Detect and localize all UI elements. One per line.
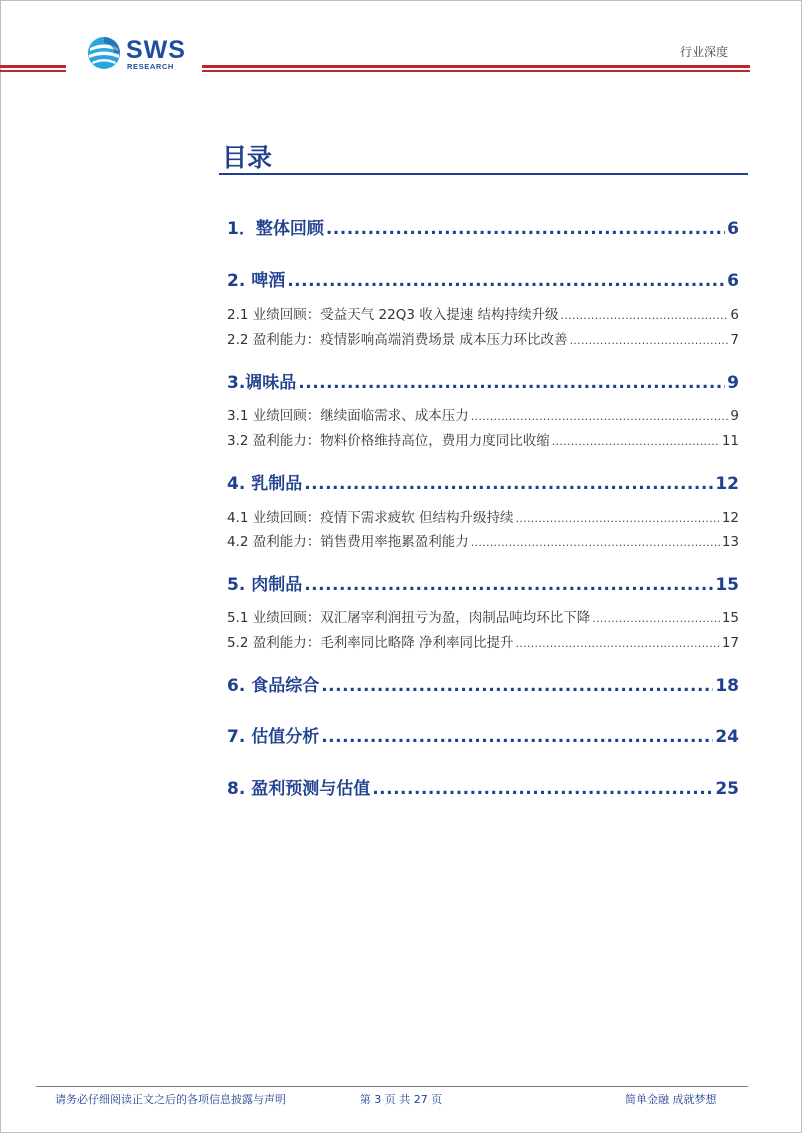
toc-entry-text: 6. 食品综合 (227, 676, 320, 696)
toc-entry-text: 3.2 盈利能力：物料价格维持高位，费用力度同比收缩 (227, 433, 550, 449)
header-rule-right (202, 65, 750, 72)
toc-leader (326, 219, 725, 239)
title-underline (219, 173, 748, 175)
toc-entry-page: 13 (721, 534, 739, 550)
toc-entry-6[interactable] (227, 671, 739, 696)
toc-entry-text: 3.调味品 (227, 373, 297, 393)
toc-leader (592, 610, 720, 626)
toc-leader (372, 779, 713, 799)
footer-disclaimer: 请务必仔细阅读正文之后的各项信息披露与声明 (55, 1093, 286, 1106)
toc-entry-page: 9 (730, 408, 739, 424)
toc-entry-3[interactable] (227, 368, 739, 393)
toc-entry-text: 1．整体回顾 (227, 219, 324, 239)
toc-entry-5-1[interactable] (227, 606, 739, 626)
toc-entry-page: 7 (730, 332, 739, 348)
toc-entry-1[interactable] (227, 214, 739, 239)
toc-leader (298, 373, 725, 393)
toc-entry-page: 6 (727, 271, 739, 291)
toc-leader (304, 474, 713, 494)
toc-entry-8[interactable] (227, 774, 739, 799)
toc-entry-2-1[interactable] (227, 303, 739, 323)
toc-entry-5-2[interactable] (227, 631, 739, 651)
footer-slogan: 简单金融 成就梦想 (625, 1093, 717, 1106)
toc-entry-text: 2. 啤酒 (227, 271, 286, 291)
report-type-label: 行业深度 (680, 45, 729, 59)
toc-leader (516, 635, 720, 651)
toc-entry-3-1[interactable] (227, 404, 739, 424)
logo-subtext: RESEARCH (127, 62, 174, 71)
toc-leader (287, 271, 725, 291)
toc-entry-4[interactable] (227, 469, 739, 494)
toc-entry-page: 12 (715, 474, 739, 494)
toc-entry-text: 5. 肉制品 (227, 575, 303, 595)
footer-page-info: 第 3 页 共 27 页 (359, 1093, 443, 1106)
toc-entry-page: 24 (715, 727, 739, 747)
toc-entry-text: 8. 盈利预测与估值 (227, 779, 371, 799)
toc-entry-text: 5.1 业绩回顾：双汇屠宰利润扭亏为盈，肉制品吨均环比下降 (227, 610, 591, 626)
toc-leader (321, 727, 713, 747)
toc-leader (570, 332, 729, 348)
toc-entry-5[interactable] (227, 570, 739, 595)
toc-leader (471, 408, 729, 424)
toc-title: 目录 (222, 143, 273, 172)
toc-entry-text: 2.1 业绩回顾：受益天气 22Q3 收入提速 结构持续升级 (227, 307, 559, 323)
toc-leader (552, 433, 720, 449)
toc-entry-text: 7. 估值分析 (227, 727, 320, 747)
toc-leader (561, 307, 729, 323)
toc-entry-text: 4.1 业绩回顾：疫情下需求疲软 但结构升级持续 (227, 510, 514, 526)
toc-entry-page: 6 (730, 307, 739, 323)
toc-leader (321, 676, 713, 696)
toc-entry-2[interactable] (227, 266, 739, 291)
sws-logo (86, 35, 196, 75)
header-rule-left (0, 65, 66, 72)
toc-leader (304, 575, 713, 595)
toc-entry-text: 4.2 盈利能力：销售费用率拖累盈利能力 (227, 534, 469, 550)
toc-leader (516, 510, 720, 526)
toc-entry-page: 18 (715, 676, 739, 696)
toc-entry-text: 2.2 盈利能力：疫情影响高端消费场景 成本压力环比改善 (227, 332, 568, 348)
footer-rule (36, 1086, 748, 1087)
toc-entry-page: 12 (721, 510, 739, 526)
toc-entry-page: 25 (715, 779, 739, 799)
toc-entry-2-2[interactable] (227, 328, 739, 348)
sws-globe-icon (86, 35, 122, 71)
toc-entry-page: 11 (721, 433, 739, 449)
toc-entry-page: 15 (715, 575, 739, 595)
toc-entry-4-2[interactable] (227, 530, 739, 550)
toc-entry-text: 5.2 盈利能力：毛利率同比略降 净利率同比提升 (227, 635, 514, 651)
logo-text: SWS (126, 36, 186, 64)
toc-leader (471, 534, 720, 550)
toc-entry-text: 4. 乳制品 (227, 474, 303, 494)
toc-entry-text: 3.1 业绩回顾：继续面临需求、成本压力 (227, 408, 469, 424)
toc-entry-page: 9 (727, 373, 739, 393)
toc-entry-page: 6 (727, 219, 739, 239)
toc-entry-3-2[interactable] (227, 429, 739, 449)
toc-entry-page: 17 (721, 635, 739, 651)
toc-entry-7[interactable] (227, 722, 739, 747)
toc-entry-4-1[interactable] (227, 506, 739, 526)
toc-entry-page: 15 (721, 610, 739, 626)
